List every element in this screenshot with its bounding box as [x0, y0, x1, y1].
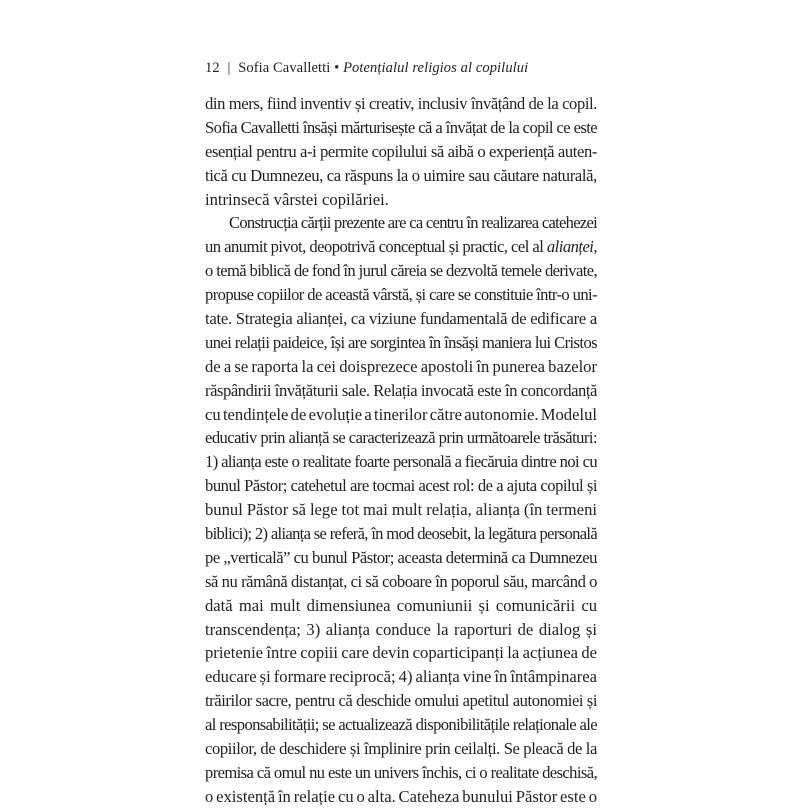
text-line-content: biblici); 2) alianța se referă, în mod deosebit, la legătura personală — [205, 524, 597, 544]
emphasis-word: alianței — [546, 237, 594, 257]
text-line — [205, 188, 597, 212]
text-line — [205, 140, 597, 164]
text-line — [205, 283, 597, 307]
text-line — [205, 641, 597, 665]
text-line-content: de a se raporta la cei doisprezece apostoli în punerea bazelor — [205, 356, 597, 376]
header-bullet: • — [334, 60, 340, 76]
page-number: 12 — [205, 60, 220, 76]
text-line — [205, 355, 597, 379]
text-line-content: transcendența; 3) alianța conduce la raporturi de dialog și — [205, 619, 597, 639]
text-line — [205, 546, 597, 570]
header-book-title: Potențialul religios al copilului — [343, 60, 529, 76]
text-line-content: bunul Păstor să lege tot mai mult relația, alianța (în termeni — [205, 500, 597, 520]
text-line-content: educativ prin alianță se caracterizează prin următoarele trăsături: — [205, 428, 597, 448]
text-line — [205, 331, 597, 355]
running-header — [205, 59, 528, 77]
text-line — [205, 235, 597, 259]
text-line-tail: , — [593, 237, 597, 257]
text-line — [205, 761, 597, 785]
text-line-content: Construcția cărții prezente are ca centru în realizarea catehezei — [229, 213, 597, 233]
text-line-content: educare și formare reciprocă; 4) alianța vine în întâmpinarea — [205, 667, 597, 687]
text-line — [205, 379, 597, 403]
text-line — [205, 211, 597, 235]
text-line — [205, 594, 597, 618]
text-line — [205, 498, 597, 522]
text-line-content: tică cu Dumnezeu, ca răspuns la o uimire sau căutare naturală, — [205, 165, 597, 185]
text-line-content: bunul Păstor; catehetul are tocmai acest rol: de a ajuta copilul și — [205, 476, 597, 496]
text-line — [205, 307, 597, 331]
text-line-content: premisa că omul nu este un univers închis, ci o realitate deschisă, — [205, 762, 597, 782]
text-line-content: din mers, fiind inventiv și creativ, inclusiv învățând de la copil. — [205, 94, 597, 113]
text-line-content: al responsabilității; se actualizează disponibilitățile relaționale ale — [205, 715, 597, 735]
text-line-content: trăirilor sacre, pentru că deschide omului apetitul autonomiei și — [205, 691, 597, 711]
text-line-content: 1) alianța este o realitate foarte personală a fiecăruia dintre noi cu — [205, 452, 597, 472]
text-line-content: răspândirii învățăturii sale. Relația invocată este în concordanță — [205, 380, 597, 400]
text-line-content: un anumit pivot, deopotrivă conceptual și practic, cel al — [205, 237, 547, 257]
text-line-content: copiilor, de deschidere și împlinire prin ceilalți. Se pleacă de la — [205, 739, 597, 759]
text-line-content: esențial pentru a-i permite copilului să aibă o experiență auten- — [205, 141, 597, 161]
text-line-content: dată mai mult dimensiunea comuniunii și comunicării cu — [205, 595, 597, 615]
text-line-content: Sofia Cavalletti însăși mărturisește că a învățat de la copil ce este — [205, 117, 597, 137]
body-text — [205, 92, 597, 809]
text-line — [205, 450, 597, 474]
header-separator: | — [227, 60, 231, 76]
text-line — [205, 665, 597, 689]
text-line-content: propuse copiilor de această vârstă, și care se constituie într-o uni- — [205, 285, 597, 305]
text-line-content: unei relații paideice, își are sorgintea în însăși maniera lui Cristos — [205, 332, 597, 352]
text-line — [205, 116, 597, 140]
text-line — [205, 737, 597, 761]
text-line — [205, 522, 597, 546]
text-line — [205, 570, 597, 594]
text-line — [205, 713, 597, 737]
header-author: Sofia Cavalletti — [238, 60, 331, 76]
text-line-content: pe „verticală” cu bunul Păstor; aceasta determină ca Dumnezeu — [205, 547, 597, 567]
text-line — [205, 785, 597, 809]
text-line-content: tate. Strategia alianței, ca viziune fundamentală de edificare a — [205, 309, 597, 329]
text-line-content: prietenie între copiii care devin coparticipanți la acțiunea de — [205, 643, 597, 663]
text-line — [205, 92, 597, 116]
text-line — [205, 618, 597, 642]
text-line — [205, 164, 597, 188]
text-line — [205, 426, 597, 450]
text-line-content: să nu rămână distanțat, ci să coboare în poporul său, marcând o — [205, 571, 597, 591]
text-line — [205, 403, 597, 427]
text-line — [205, 689, 597, 713]
text-line — [205, 259, 597, 283]
text-line-content: intrinsecă vârstei copilăriei. — [205, 189, 389, 209]
text-line-content: o temă biblică de fond în jurul căreia se dezvoltă temele derivate, — [205, 261, 597, 281]
text-line — [205, 474, 597, 498]
text-line-content: cu tendințele de evoluție a tinerilor către autonomie. Modelul — [205, 404, 597, 424]
text-line-content: o existență în relație cu o alta. Cateheza bunului Păstor este o — [205, 786, 597, 806]
